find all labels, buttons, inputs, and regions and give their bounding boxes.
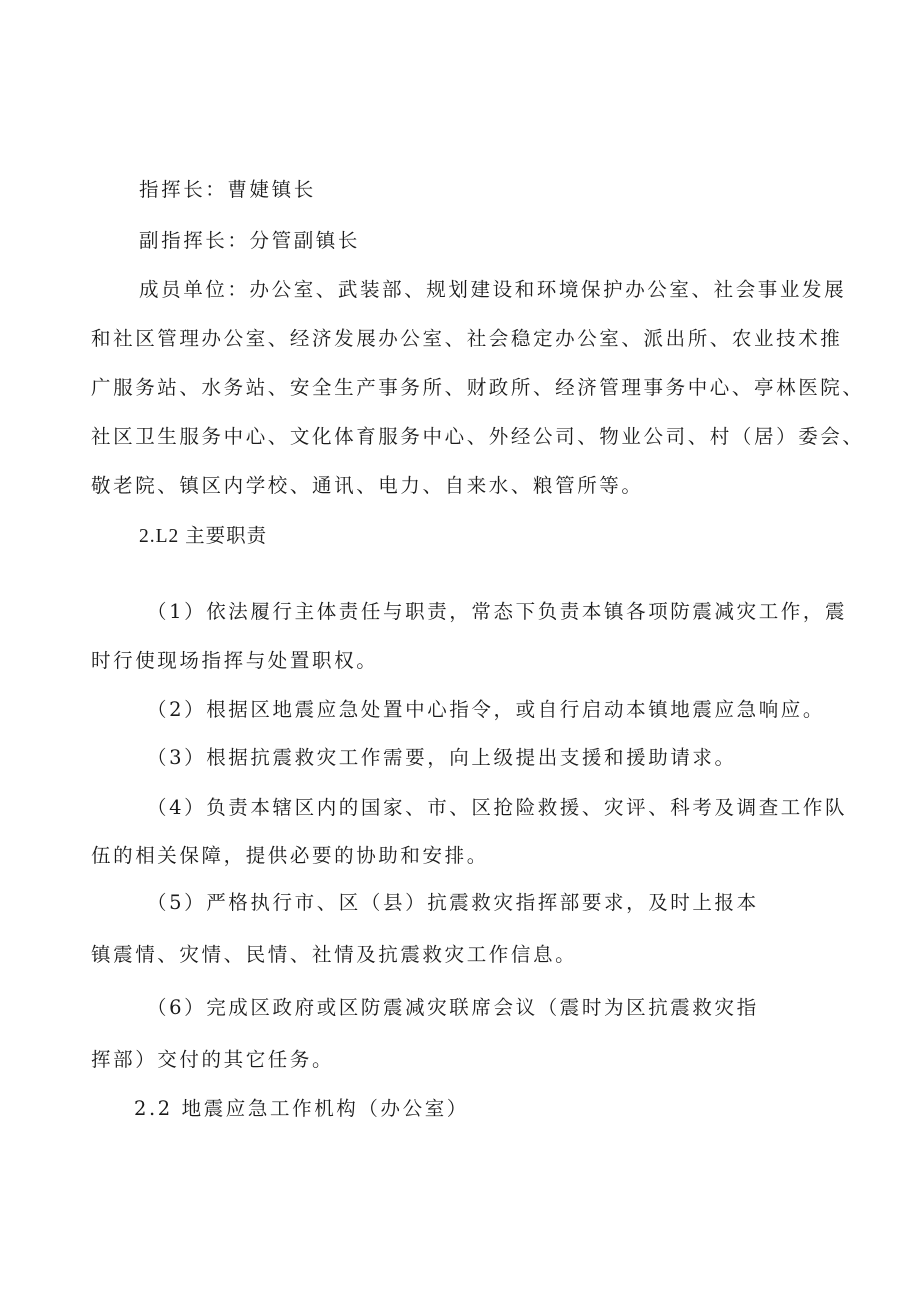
section-heading-office: 2.2 地震应急工作机构（办公室） [134,1097,469,1120]
duty-3: （3）根据抗震救灾工作需要，向上级提出支援和援助请求。 [147,746,737,769]
section-heading-main-duties: 2.L2 主要职责 [139,526,268,547]
duty-6-line-2: 挥部）交付的其它任务。 [91,1048,335,1071]
duty-1-line-2: 时行使现场指挥与处置职权。 [91,649,379,672]
duty-5-line-1: （5）严格执行市、区（县）抗震救灾指挥部要求，及时上报本 [147,891,759,914]
member-units-line-3: 广服务站、水务站、安全生产事务所、财政所、经济管理事务中心、亭林医院、 [91,376,865,399]
deputy-commander-line: 副指挥长：分管副镇长 [139,229,361,252]
duty-6-line-1: （6）完成区政府或区防震减灾联席会议（震时为区抗震救灾指 [147,996,759,1019]
member-units-line-4: 社区卫生服务中心、文化体育服务中心、外经公司、物业公司、村（居）委会、 [91,425,865,448]
member-units-line-1: 成员单位：办公室、武装部、规划建设和环境保护办公室、社会事业发展 [139,278,847,301]
member-units-line-5: 敬老院、镇区内学校、通讯、电力、自来水、粮管所等。 [91,474,644,497]
duty-4-line-2: 伍的相关保障，提供必要的协助和安排。 [91,844,489,867]
commander-line: 指挥长：曹婕镇长 [139,178,316,201]
duty-1-line-1: （1）依法履行主体责任与职责，常态下负责本镇各项防震减灾工作，震 [147,600,848,623]
duty-5-line-2: 镇震情、灾情、民情、社情及抗震救灾工作信息。 [91,943,578,966]
duty-4-line-1: （4）负责本辖区内的国家、市、区抢险救援、灾评、科考及调查工作队 [147,796,848,819]
member-units-line-2: 和社区管理办公室、经济发展办公室、社会稳定办公室、派出所、农业技术推 [91,327,843,350]
duty-2: （2）根据区地震应急处置中心指令，或自行启动本镇地震应急响应。 [147,698,826,721]
